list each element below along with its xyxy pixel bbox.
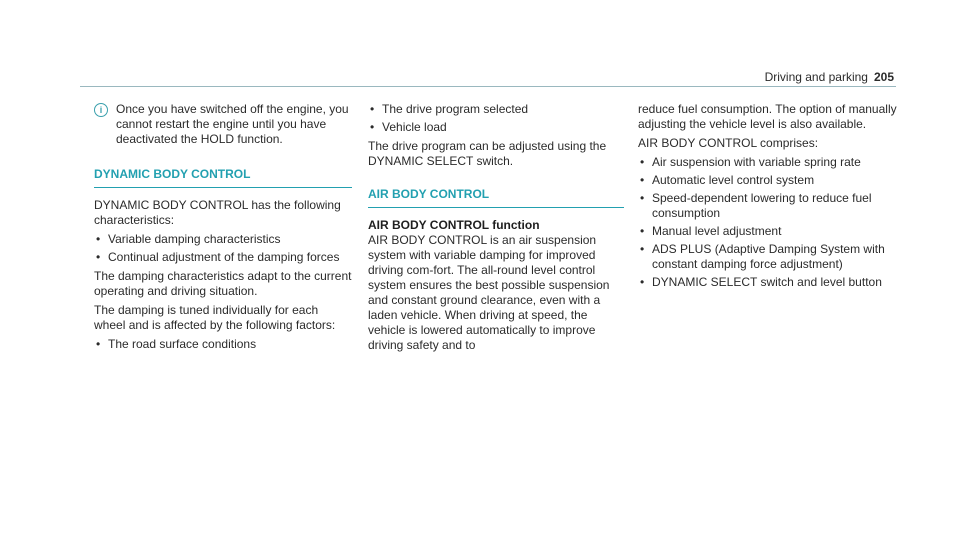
bullet: •: [96, 250, 101, 264]
list-item: • Manual level adjustment: [640, 224, 782, 238]
bullet: •: [640, 224, 645, 238]
column-1: [94, 102, 352, 356]
list-item: • The drive program selected: [370, 102, 529, 116]
note-block: [94, 102, 352, 147]
info-icon: i: [94, 103, 108, 117]
bullet: •: [96, 337, 101, 351]
paragraph: reduce fuel consumption. The option of manually adjusting the vehicle level is also available.: [638, 102, 897, 131]
note-text: Once you have switched off the engine, you cannot restart the engine until you have deactivated the HOLD function.: [116, 102, 349, 146]
paragraph: AIR BODY CONTROL comprises:: [638, 136, 819, 150]
bullet-list: [638, 155, 900, 290]
bullet: •: [370, 102, 375, 116]
list-item: • Vehicle load: [370, 120, 447, 134]
paragraph: DYNAMIC BODY CONTROL has the following characteristics:: [94, 198, 341, 227]
paragraph: AIR BODY CONTROL is an air suspension system with variable damping for improved driving com-fort. The all-round level control system ensures the best possible suspension and constant ground clearance, even with a laden vehicle. When driving at speed, the vehicle is lowered automatically to improve driving safety and to: [368, 233, 610, 352]
list-item: • Air suspension with variable spring rate: [640, 155, 861, 169]
bullet-list: [94, 232, 352, 265]
column-3: [638, 102, 900, 294]
column-2: [368, 102, 624, 357]
list-item: • ADS PLUS (Adaptive Damping System with constant damping force adjustment): [640, 242, 885, 271]
section-title-dynamic-body-control: DYNAMIC BODY CONTROL: [94, 167, 352, 188]
bullet: •: [96, 232, 101, 246]
bullet: •: [640, 242, 645, 256]
list-item: • Speed-dependent lowering to reduce fuel consumption: [640, 191, 872, 220]
bullet: •: [640, 191, 645, 205]
list-item: • Variable damping characteristics: [96, 232, 281, 246]
paragraph: The damping characteristics adapt to the current operating and driving situation.: [94, 269, 352, 298]
bullet: •: [640, 155, 645, 169]
paragraph: The damping is tuned individually for each wheel and is affected by the following factors:: [94, 303, 336, 332]
bullet-list: [368, 102, 624, 135]
page-number: 205: [873, 70, 894, 84]
list-item: • The road surface conditions: [96, 337, 257, 351]
running-header: [765, 70, 894, 85]
header-title: Driving and parking: [764, 70, 868, 84]
list-item: • Continual adjustment of the damping forces: [96, 250, 340, 264]
header-rule: [80, 86, 896, 87]
bullet: •: [640, 173, 645, 187]
section-title-air-body-control: AIR BODY CONTROL: [368, 187, 624, 208]
subheading: AIR BODY CONTROL function: [368, 218, 540, 232]
bullet: •: [640, 275, 645, 289]
bullet: •: [370, 120, 375, 134]
list-item: • Automatic level control system: [640, 173, 815, 187]
list-item: • DYNAMIC SELECT switch and level button: [640, 275, 882, 289]
paragraph: The drive program can be adjusted using the DYNAMIC SELECT switch.: [368, 139, 607, 168]
bullet-list: [94, 337, 352, 352]
